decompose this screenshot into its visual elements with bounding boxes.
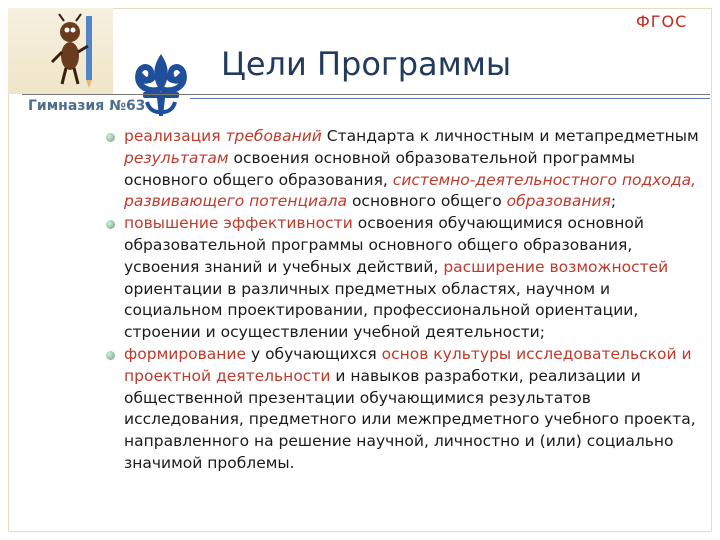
text-segment: повышение эффективности <box>124 214 353 233</box>
text-segment: освоения обучающимися основной образовательной программы основного общего образования, усвоения знаний и учебных действий, <box>124 214 644 276</box>
list-item <box>104 213 704 344</box>
text-segment: ориентации в различных предметных областях, научном и социальном проектировании, профессиональной ориентации, строении и осуществлении учебной деятельности; <box>124 279 639 342</box>
school-name: Гимназия №63 <box>28 98 146 114</box>
goals-list <box>104 126 704 475</box>
page-title: Цели Программы <box>221 45 512 83</box>
mascot-pencil-icon <box>46 12 102 90</box>
text-segment: у обучающихся <box>246 344 382 363</box>
bullet-icon <box>106 220 115 229</box>
bullet-icon <box>106 133 115 142</box>
text-segment: основ культуры исследовательской и проектной деятельности <box>124 344 692 385</box>
header-divider-blue <box>190 98 710 99</box>
list-item <box>104 126 704 213</box>
text-segment: ; <box>610 192 617 211</box>
text-segment: образования <box>506 192 611 211</box>
text-segment: основного общего <box>347 192 507 211</box>
text-segment: реализация <box>124 127 226 145</box>
text-segment: требований <box>225 127 322 145</box>
fleur-de-lis-icon <box>131 52 191 120</box>
bullet-icon <box>106 351 115 360</box>
text-segment: системно-деятельностного подхода, развивающего потенциала <box>124 170 697 211</box>
header-divider <box>22 94 710 95</box>
text-segment: расширение возможностей <box>443 257 669 276</box>
text-segment: и навыков разработки, реализации и общественной презентации обучающимися результатов исследования, предметного или межпредметного учебного проекта, направленного на решение научной, личностно и (или) социально значимой проблемы. <box>124 366 696 472</box>
list-item <box>104 344 704 475</box>
text-segment: результатам <box>124 148 229 167</box>
text-segment: освоения основной образовательной программы основного общего образования, <box>124 148 636 189</box>
fgos-badge: ФГОС <box>636 12 688 31</box>
text-segment: Стандарта к личностным и метапредметным <box>321 127 699 145</box>
text-segment: формирование <box>124 344 247 363</box>
